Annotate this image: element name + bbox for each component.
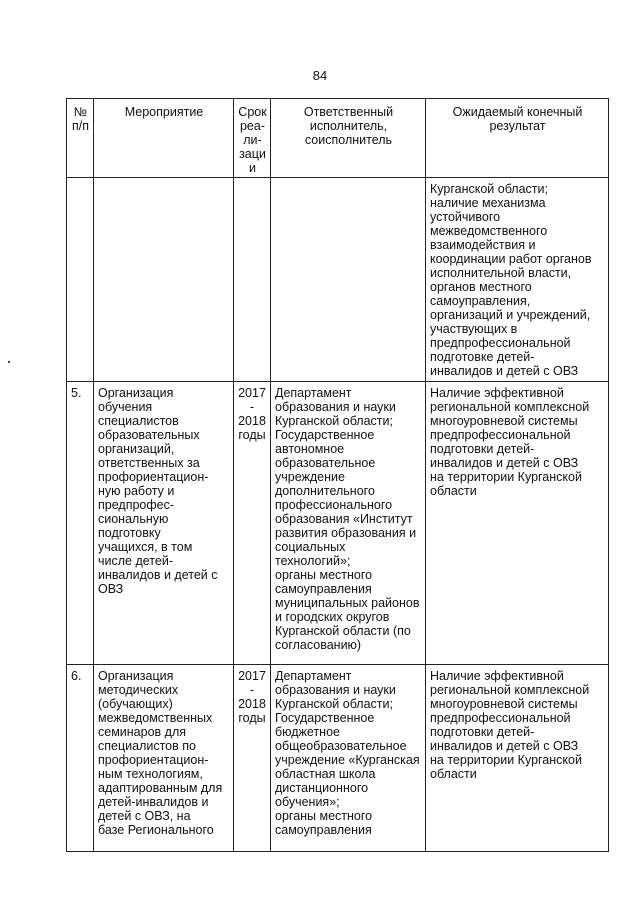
header-responsible: Ответственный исполнитель, соисполнитель <box>271 99 426 178</box>
cell-number: 5. <box>67 382 94 665</box>
table-row <box>67 382 609 665</box>
cell-responsible <box>271 178 426 382</box>
cell-number <box>67 178 94 382</box>
cell-result: Курганской области; наличие механизма устойчивого межведомственного взаимодействия и координации работ органов исполнительной власти, органов местного самоуправления, организаций и учреждений, участвующих в предпрофессиональной подготовке детей- инвалидов и детей с ОВЗ <box>426 178 609 382</box>
table-header-row <box>67 99 609 178</box>
cell-term <box>234 178 271 382</box>
cell-event <box>94 178 234 382</box>
header-term: Срок реа- ли- зации <box>234 99 271 178</box>
table-row <box>67 665 609 852</box>
measures-table <box>66 98 609 852</box>
scan-mark <box>8 361 10 363</box>
cell-result: Наличие эффективной региональной комплексной многоуровневой системы предпрофессиональной подготовки детей- инвалидов и детей с ОВЗ на территории Курганской области <box>426 382 609 665</box>
cell-term: 2017 - 2018 годы <box>234 665 271 852</box>
cell-responsible: Департамент образования и науки Курганской области; Государственное автономное образовательное учреждение дополнительного профессионального образования «Институт развития образования и социальных технологий»; органы местного самоуправления муниципальных районов и городских округов Курганской области (по согласованию) <box>271 382 426 665</box>
cell-term: 2017 - 2018 годы <box>234 382 271 665</box>
cell-number: 6. <box>67 665 94 852</box>
header-number: № п/п <box>67 99 94 178</box>
header-event: Мероприятие <box>94 99 234 178</box>
header-result: Ожидаемый конечный результат <box>426 99 609 178</box>
cell-result: Наличие эффективной региональной комплексной многоуровневой системы предпрофессиональной подготовки детей- инвалидов и детей с ОВЗ на территории Курганской области <box>426 665 609 852</box>
table-row <box>67 178 609 382</box>
page-number: 84 <box>312 68 328 83</box>
cell-responsible: Департамент образования и науки Курганской области; Государственное бюджетное общеобразовательное учреждение «Курганская областная школа дистанционного обучения»; органы местного самоуправления <box>271 665 426 852</box>
cell-event: Организация методических (обучающих) межведомственных семинаров для специалистов по профориентацион- ным технологиям, адаптированным для детей-инвалидов и детей с ОВЗ, на базе Регионального <box>94 665 234 852</box>
cell-event: Организация обучения специалистов образовательных организаций, ответственных за профориентацион- ную работу и предпрофес- сиональную подготовку учащихся, в том числе детей- инвалидов и детей с ОВЗ <box>94 382 234 665</box>
